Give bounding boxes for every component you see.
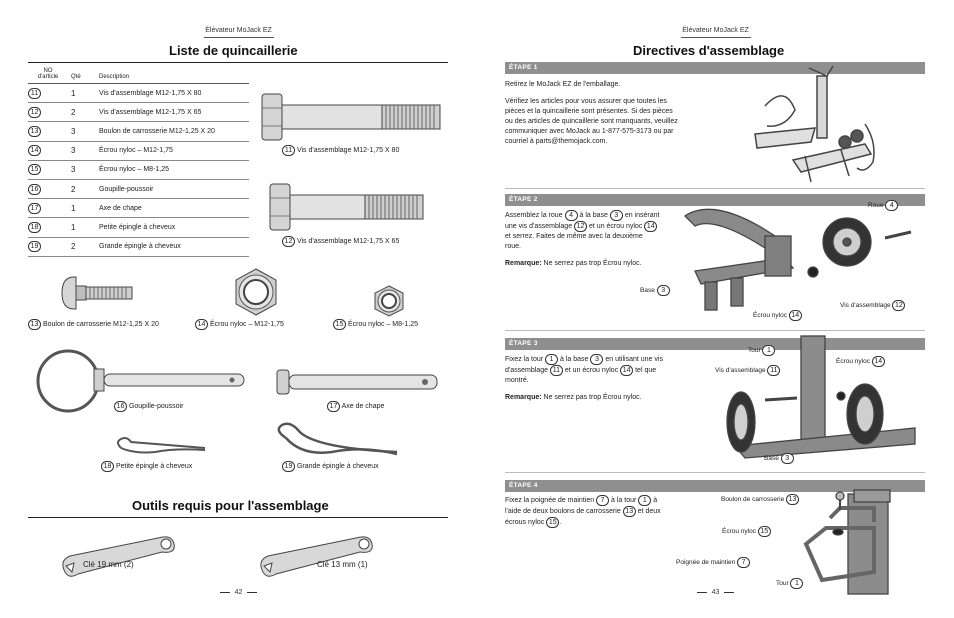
table-row <box>28 218 249 237</box>
caption-14: 14 Écrou nyloc – M12-1,75 <box>195 319 284 330</box>
table-row <box>28 122 249 141</box>
nut-m8-illustration <box>373 285 405 317</box>
callout-14: 14 <box>644 221 657 232</box>
tool-wrench-13: Clé 13 mm (1) <box>317 560 368 569</box>
item-qty: 2 <box>68 103 99 122</box>
tool-wrench-19: Clé 19 mm (2) <box>83 560 134 569</box>
label-roue: Roue 4 <box>868 200 898 211</box>
item-number: 14 <box>28 145 41 156</box>
title-rule <box>28 62 448 63</box>
running-head-right: Élévateur MoJack EZ <box>477 27 954 38</box>
wrench-13-illustration <box>256 530 376 582</box>
assembly-title: Directives d'assemblage <box>633 43 785 58</box>
exploded-lift-illustration <box>745 64 895 189</box>
item-description: Écrou nyloc – M12-1,75 <box>99 141 249 160</box>
item-qty: 1 <box>68 84 99 103</box>
label-vis-11: Vis d'assemblage 11 <box>715 365 780 376</box>
callout-3: 3 <box>610 210 623 221</box>
page-number-right: 43 <box>477 589 954 596</box>
item-qty: 2 <box>68 237 99 256</box>
caption-17: 17 Axe de chape <box>327 401 384 412</box>
step-3-header: ÉTAPE 3 <box>505 338 925 350</box>
callout-11: 11 <box>282 145 295 156</box>
callout-17: 17 <box>327 401 340 412</box>
parts-table <box>28 68 249 257</box>
item-number: 16 <box>28 184 41 195</box>
item-qty: 3 <box>68 122 99 141</box>
nut-m12-illustration <box>232 268 280 316</box>
label-base: Base 3 <box>640 285 670 296</box>
callout-15: 15 <box>333 319 346 330</box>
table-row <box>28 237 249 256</box>
callout-19: 19 <box>282 461 295 472</box>
bolt-80-illustration <box>260 92 445 144</box>
step-1-text: Retirez le MoJack EZ de l'emballage. Vérifiez les articles pour vous assurer que toutes les pièces et la quincaillerie sont présentes. Si des pièces ou des articles de quincaillerie sont manquants, veuillez communiquer avec MoJack au 1-877-575-3173 ou par courriel à parts@themojack.com. <box>505 81 678 145</box>
handle-assembly-illustration <box>800 488 910 596</box>
header-no: NO d'article <box>28 68 68 84</box>
caption-19: 19 Grande épingle à cheveux <box>282 461 379 472</box>
table-row <box>28 199 249 218</box>
item-description: Vis d'assemblage M12-1,75 X 65 <box>99 103 249 122</box>
caption-11: 11 Vis d'assemblage M12-1,75 X 80 <box>282 145 399 156</box>
item-qty: 2 <box>68 179 99 198</box>
item-number: 13 <box>28 126 41 137</box>
label-tour-1: Tour 1 <box>776 578 803 589</box>
callout-4: 4 <box>565 210 578 221</box>
step-2-header: ÉTAPE 2 <box>505 194 925 206</box>
table-row <box>28 141 249 160</box>
large-hairpin-illustration <box>272 422 402 462</box>
caption-18: 18 Petite épingle à cheveux <box>101 461 192 472</box>
header-qty: Qté <box>68 68 99 84</box>
item-description: Axe de chape <box>99 199 249 218</box>
step-4-text: Fixez la poignée de maintien 7 à la tour 1 à l'aide de deux boulons de carrosserie 13 et deux écrous nyloc 15 . <box>505 497 661 526</box>
wrench-19-illustration <box>58 530 178 582</box>
callout-14: 14 <box>195 319 208 330</box>
item-number: 11 <box>28 88 41 99</box>
item-description: Écrou nyloc – M8-1,25 <box>99 160 249 179</box>
item-description: Goupille-poussoir <box>99 179 249 198</box>
label-boulon: Boulon de carrosserie 13 <box>721 494 799 505</box>
running-head-left: Élévateur MoJack EZ <box>0 27 477 38</box>
item-number: 19 <box>28 241 41 252</box>
table-row <box>28 103 249 122</box>
item-description: Vis d'assemblage M12-1,75 X 80 <box>99 84 249 103</box>
tower-assembly-illustration <box>715 336 925 461</box>
item-number: 17 <box>28 203 41 214</box>
item-qty: 3 <box>68 141 99 160</box>
label-tour: Tour 1 <box>748 345 775 356</box>
caption-15: 15 Écrou nyloc – M8-1,25 <box>333 319 418 330</box>
bolt-65-illustration <box>268 182 428 234</box>
table-row <box>28 160 249 179</box>
tools-rule <box>28 517 448 518</box>
label-ecrou-15: Écrou nyloc 15 <box>722 526 771 537</box>
table-row <box>28 179 249 198</box>
caption-16: 16 Goupille-poussoir <box>114 401 183 412</box>
label-poignee: Poignée de maintien 7 <box>676 557 750 568</box>
caption-12: 12 Vis d'assemblage M12-1,75 X 65 <box>282 236 399 247</box>
item-description: Petite épingle à cheveux <box>99 218 249 237</box>
label-vis: Vis d'assemblage 12 <box>840 300 905 311</box>
carriage-bolt-illustration <box>60 275 135 311</box>
item-qty: 3 <box>68 160 99 179</box>
clevis-pin-illustration <box>275 368 440 396</box>
item-description: Grande épingle à cheveux <box>99 237 249 256</box>
step-1-header: ÉTAPE 1 <box>505 62 925 74</box>
callout-13: 13 <box>28 319 41 330</box>
label-base-3: Base 3 <box>764 453 794 464</box>
step-4-header: ÉTAPE 4 <box>505 480 925 492</box>
item-description: Boulon de carrosserie M12-1,25 X 20 <box>99 122 249 141</box>
callout-12: 12 <box>574 221 587 232</box>
step-2-text: Assemblez la roue 4 à la base 3 en insérant une vis d'assemblage 12 et un écrou nyloc 14 et serrez. Faites de même avec la deuxième roue. Remarque: Ne serrez pas trop Écrou nyloc. <box>505 212 660 267</box>
tools-title: Outils requis pour l'assemblage <box>132 498 329 513</box>
item-number: 12 <box>28 107 41 118</box>
step-3-text: Fixez la tour 1 à la base 3 en utilisant une vis d'assemblage 11 et un écrou nyloc 14 tel que montré. Remarque: Ne serrez pas trop Écrou nyloc. <box>505 356 663 401</box>
parts-list-title: Liste de quincaillerie <box>169 43 298 58</box>
item-qty: 1 <box>68 218 99 237</box>
page-number-left: 42 <box>0 589 477 596</box>
caption-13: 13 Boulon de carrosserie M12-1,25 X 20 <box>28 319 159 330</box>
callout-16: 16 <box>114 401 127 412</box>
header-desc: Description <box>99 68 249 84</box>
label-ecrou-14: Écrou nyloc 14 <box>836 356 885 367</box>
callout-12: 12 <box>282 236 295 247</box>
table-row <box>28 84 249 103</box>
item-number: 15 <box>28 164 41 175</box>
callout-18: 18 <box>101 461 114 472</box>
small-hairpin-illustration <box>115 436 210 458</box>
label-ecrou-nyloc: Écrou nyloc 14 <box>753 310 802 321</box>
item-number: 18 <box>28 222 41 233</box>
item-qty: 1 <box>68 199 99 218</box>
